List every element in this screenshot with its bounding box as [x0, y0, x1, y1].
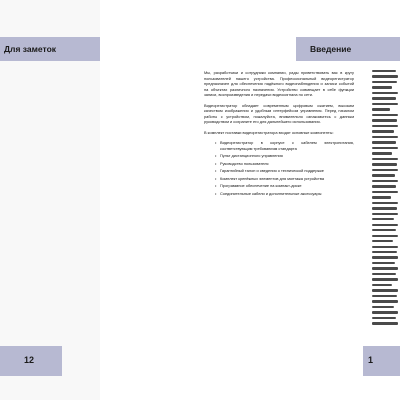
- text-line: [372, 278, 398, 280]
- text-line: [372, 289, 398, 291]
- text-line: [372, 114, 398, 116]
- text-line: [372, 141, 396, 143]
- text-line: [372, 97, 396, 99]
- text-line: [372, 169, 398, 171]
- text-line: [372, 251, 397, 253]
- text-line: [372, 240, 393, 242]
- right-page-header: Введение: [296, 37, 400, 61]
- text-line: [372, 207, 397, 209]
- left-page-header: Для заметок: [0, 37, 100, 61]
- text-line: [372, 174, 395, 176]
- text-line: [372, 218, 394, 220]
- body-paragraph: В комплект поставки видеорегистратора входят основные компоненты:: [204, 129, 334, 135]
- text-line: [372, 196, 391, 198]
- right-page-body: [204, 70, 354, 198]
- text-line: [372, 224, 398, 226]
- text-line: [372, 158, 398, 160]
- list-item: • Видеорегистратор в корпусе с кабелем электропитания, соответствующим требованиям стандарта: [220, 140, 354, 151]
- left-page-footer: [0, 346, 62, 376]
- body-paragraph: Видеорегистратор обладает современным цифровым сжатием, высоким качеством изображения и удобным интерфейсом управления. Перед началом работы с устройством, пожалуйста, внимательно ознакомьтесь с данным руководством и сохраните его для дальнейшего использования.: [204, 102, 354, 124]
- text-line: [372, 108, 390, 110]
- left-page-number: 12: [24, 355, 35, 365]
- text-line: [372, 262, 395, 264]
- list-item: • Комплект крепёжных элементов для монтажа устройства: [220, 176, 354, 182]
- text-line: [372, 75, 398, 77]
- text-line: [372, 322, 398, 324]
- text-line: [372, 185, 396, 187]
- next-column-edge: [372, 70, 400, 340]
- text-line: [372, 295, 397, 297]
- text-line: [372, 191, 398, 193]
- text-line: [372, 119, 397, 121]
- right-page-number: 1: [368, 355, 374, 365]
- text-line: [372, 136, 398, 138]
- text-line: [372, 163, 397, 165]
- text-line: [372, 103, 398, 105]
- text-line: [372, 180, 398, 182]
- text-line: [372, 246, 398, 248]
- text-line: [372, 92, 398, 94]
- list-item: • Пульт дистанционного управления: [220, 153, 354, 159]
- right-page-footer: [363, 346, 400, 376]
- text-line: [372, 284, 392, 286]
- body-paragraph: Мы, разработчики и сотрудники компании, рады приветствовать вас в кругу пользователей нашего устройства. Профессиональный видеорегистратор предназначен для обеспечения надёжного видеонаблюдения и записи событий на объектах различного назначения. Устройство совмещает в себе функции записи, воспроизведения и передачи видеосигнала по сети.: [204, 70, 354, 97]
- bullet-list: [204, 140, 354, 196]
- list-item: • Соединительные кабели и дополнительные аксессуары: [220, 191, 354, 197]
- text-line: [372, 317, 396, 319]
- list-item: • Гарантийный талон и сведения о технической поддержке: [220, 168, 354, 174]
- text-line: [372, 213, 398, 215]
- text-line: [372, 273, 396, 275]
- text-line: [372, 300, 398, 302]
- text-line: [372, 125, 398, 127]
- text-line: [372, 86, 392, 88]
- list-item: • Программное обеспечение на компакт-диске: [220, 183, 354, 189]
- text-line: [372, 311, 398, 313]
- text-line: [372, 130, 394, 132]
- text-line: [372, 256, 398, 258]
- text-line: [372, 152, 392, 154]
- text-line: [372, 70, 396, 72]
- list-item: • Руководство пользователя: [220, 161, 354, 167]
- text-line: [372, 147, 398, 149]
- text-line: [372, 81, 397, 83]
- text-line: [372, 306, 394, 308]
- text-line: [372, 267, 398, 269]
- text-line: [372, 235, 398, 237]
- page-gutter: [100, 0, 200, 400]
- text-line: [372, 202, 398, 204]
- text-line: [372, 229, 396, 231]
